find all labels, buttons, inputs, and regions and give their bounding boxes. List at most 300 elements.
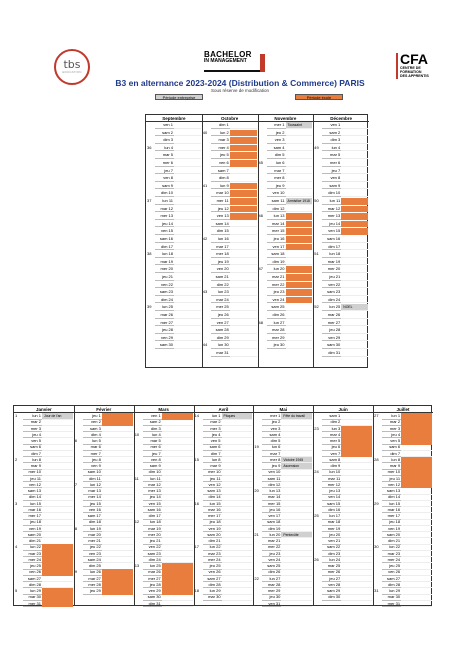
day-label: lun 29 [203, 588, 222, 595]
day-label: mar 27 [83, 576, 102, 583]
day-label: jeu 16 [262, 507, 281, 514]
day-label: lun 27 [262, 576, 281, 583]
day-label: mar 16 [23, 507, 42, 514]
company-day-cell [230, 282, 257, 289]
week-number: 36 [147, 144, 152, 150]
week-number: 41 [202, 182, 208, 188]
day-label: sam 20 [23, 532, 42, 539]
company-day-cell [230, 335, 257, 342]
week-number: 20 [254, 488, 259, 493]
company-day-cell [174, 304, 201, 311]
day-label: mar 4 [322, 432, 341, 439]
holiday-note: Pâques [223, 414, 236, 418]
day-label: sam 13 [382, 488, 401, 495]
legend-school-period: Période école [295, 94, 343, 100]
company-day-cell [230, 289, 257, 296]
day-label: lun 18 [143, 519, 162, 526]
day-label: jeu 19 [211, 259, 230, 266]
school-day-cell [341, 228, 368, 235]
company-day-cell [286, 190, 313, 197]
day-label: mar 10 [211, 190, 230, 197]
day-label: jeu 30 [262, 594, 281, 601]
day-label: lun 8 [23, 457, 42, 464]
day-label: mar 21 [267, 274, 286, 281]
week-number: 40 [202, 129, 208, 135]
company-day-cell [401, 601, 432, 608]
company-day-cell [286, 342, 313, 349]
company-day-cell [341, 168, 368, 175]
day-label: sam 22 [322, 544, 341, 551]
day-label: lun 25 [143, 563, 162, 570]
school-day-cell [230, 152, 257, 159]
day-label: dim 14 [382, 494, 401, 501]
day-label: jeu 11 [203, 476, 222, 483]
company-day-cell [174, 282, 201, 289]
day-label: lun 25 [322, 304, 341, 311]
day-label: dim 26 [267, 312, 286, 319]
company-day-cell [286, 320, 313, 327]
day-label: lun 27 [267, 320, 286, 327]
day-label: sam 11 [262, 476, 281, 483]
school-day-cell [286, 282, 313, 289]
month-header: Janvier [14, 406, 74, 413]
day-label: lun 20 [267, 266, 286, 273]
day-label: mer 3 [382, 426, 401, 433]
day-label: mar 3 [211, 137, 230, 144]
month-header: Mars [134, 406, 194, 413]
day-label: mar 17 [211, 244, 230, 251]
day-label: lun 22 [23, 544, 42, 551]
company-day-cell [341, 236, 368, 243]
day-label: mer 10 [382, 469, 401, 476]
week-number: 37 [147, 198, 152, 203]
company-day-cell [174, 274, 201, 281]
day-label: lun 8 [203, 457, 222, 464]
day-label: lun 4 [322, 145, 341, 152]
company-day-cell [286, 183, 313, 190]
day-label: lun 19 [83, 526, 102, 533]
day-label: ven 24 [267, 297, 286, 304]
company-day-cell [341, 137, 368, 144]
day-label: mar 20 [83, 532, 102, 539]
day-label: jeu 11 [382, 476, 401, 483]
day-label: jeu 25 [203, 563, 222, 570]
day-label: ven 17 [267, 244, 286, 251]
week-number: 52 [314, 304, 319, 310]
company-day-cell [230, 251, 257, 258]
page-subtitle: Sous réserve de modification [210, 88, 270, 93]
day-label: jeu 4 [382, 432, 401, 439]
day-label: sam 16 [155, 236, 174, 243]
company-day-cell [286, 130, 313, 137]
day-label: sam 10 [83, 469, 102, 476]
day-label: mar 13 [83, 488, 102, 495]
day-label: ven 29 [322, 335, 341, 342]
day-label: mer 24 [23, 557, 42, 564]
day-label: ven 15 [322, 228, 341, 235]
day-label: sam 17 [83, 513, 102, 520]
week-number: 23 [314, 425, 319, 431]
day-label: mar 5 [322, 152, 341, 159]
day-label: sam 24 [83, 557, 102, 564]
school-day-cell [286, 289, 313, 296]
day-label: mer 14 [83, 494, 102, 501]
company-day-cell [341, 335, 368, 342]
day-label: mar 25 [322, 563, 341, 570]
day-label: mar 30 [23, 594, 42, 601]
day-label: jeu 18 [203, 519, 222, 526]
month-header: Décembre [313, 115, 369, 122]
company-day-cell [341, 244, 368, 251]
day-label: jeu 18 [382, 519, 401, 526]
company-day-cell [341, 152, 368, 159]
day-label: jeu 22 [83, 544, 102, 551]
company-day-cell [174, 175, 201, 182]
day-label: lun 13 [262, 488, 281, 495]
day-label: mer 22 [267, 282, 286, 289]
day-label: lun 24 [322, 557, 341, 564]
cfa-logo-sub2: FORMATION [400, 70, 422, 74]
day-label: sam 2 [155, 130, 174, 137]
day-label: mer 20 [155, 266, 174, 273]
day-label: ven 15 [143, 501, 162, 508]
day-label: jeu 13 [322, 488, 341, 495]
day-label: dim 7 [23, 451, 42, 458]
company-day-cell [286, 251, 313, 258]
company-day-cell [286, 145, 313, 152]
school-day-cell [230, 145, 257, 152]
company-day-cell [341, 289, 368, 296]
day-label: jeu 7 [155, 168, 174, 175]
day-label: lun 9 [211, 183, 230, 190]
week-number: 46 [258, 213, 263, 219]
day-label: sam 9 [143, 463, 162, 470]
day-label: sam 16 [322, 236, 341, 243]
day-label: dim 7 [203, 451, 222, 458]
day-label: jeu 23 [267, 289, 286, 296]
company-day-cell [174, 198, 201, 205]
day-label: mar 16 [203, 507, 222, 514]
day-label: ven 27 [211, 320, 230, 327]
company-day-cell [341, 145, 368, 152]
week-number: 4 [15, 544, 18, 550]
school-day-cell [341, 206, 368, 213]
day-label: dim 22 [211, 282, 230, 289]
company-day-cell [174, 183, 201, 190]
day-label: lun 22 [203, 544, 222, 551]
holiday-note: Toussaint [287, 123, 302, 127]
day-label: lun 17 [322, 513, 341, 520]
day-label: lun 4 [143, 432, 162, 439]
week-number: 29 [374, 500, 379, 506]
company-day-cell [341, 327, 368, 334]
day-label: jeu 30 [267, 342, 286, 349]
day-label: sam 23 [155, 289, 174, 296]
day-label: dim 14 [203, 494, 222, 501]
company-day-cell [174, 190, 201, 197]
company-day-cell [286, 206, 313, 213]
day-label: ven 29 [143, 588, 162, 595]
day-label: sam 27 [23, 576, 42, 583]
week-number: 11 [134, 475, 139, 481]
company-day-cell [174, 335, 201, 342]
day-label: lun 11 [322, 198, 341, 205]
school-day-cell [286, 236, 313, 243]
day-label: ven 13 [211, 213, 230, 220]
company-day-cell [174, 152, 201, 159]
day-label: jeu 7 [143, 451, 162, 458]
company-day-cell [174, 145, 201, 152]
week-number: 24 [314, 469, 319, 475]
day-label: mer 31 [382, 601, 401, 608]
company-day-cell [230, 312, 257, 319]
day-label: dim 24 [143, 557, 162, 564]
week-number: 19 [254, 444, 259, 450]
day-label: ven 5 [382, 438, 401, 445]
day-label: mar 26 [155, 312, 174, 319]
day-label: lun 29 [382, 588, 401, 595]
week-number: 9 [74, 569, 78, 575]
week-number: 3 [15, 500, 18, 506]
page-title: B3 en alternance 2023-2024 (Distribution & Commerce) PARIS [115, 78, 365, 88]
day-label: ven 22 [155, 282, 174, 289]
day-label: mer 6 [322, 160, 341, 167]
company-day-cell [230, 320, 257, 327]
week-number: 15 [194, 456, 199, 462]
day-label: ven 5 [203, 438, 222, 445]
day-label: ven 8 [322, 175, 341, 182]
day-label: sam 6 [382, 444, 401, 451]
day-label: mer 17 [203, 513, 222, 520]
calendar-bottom [13, 405, 432, 606]
week-number: 44 [202, 342, 208, 348]
day-label: sam 30 [155, 342, 174, 349]
day-label: sam 29 [322, 588, 341, 595]
day-label: mar 16 [382, 507, 401, 514]
day-label: jeu 27 [322, 576, 341, 583]
day-label: mar 2 [23, 419, 42, 426]
day-label: jeu 12 [211, 206, 230, 213]
week-number: 43 [202, 289, 208, 295]
company-day-cell [286, 137, 313, 144]
day-label: jeu 2 [267, 130, 286, 137]
day-label: mer 13 [322, 213, 341, 220]
day-label: sam 14 [211, 221, 230, 228]
day-label: ven 21 [322, 538, 341, 545]
school-day-cell [230, 137, 257, 144]
week-number: 27 [374, 413, 379, 418]
day-label: mar 23 [382, 551, 401, 558]
day-label: dim 12 [262, 482, 281, 489]
day-label: mer 6 [155, 160, 174, 167]
day-label: sam 27 [203, 576, 222, 583]
day-label: lun 29 [23, 588, 42, 595]
school-day-cell [230, 198, 257, 205]
company-day-cell [174, 244, 201, 251]
day-label: jeu 9 [262, 463, 281, 470]
tbs-logo-subtext: EDUCATION [62, 70, 82, 74]
day-label: mar 30 [382, 594, 401, 601]
month-header: Juin [313, 406, 373, 413]
day-label: ven 16 [83, 507, 102, 514]
day-label: dim 31 [322, 350, 341, 357]
day-label: mer 17 [23, 513, 42, 520]
day-label: dim 26 [262, 569, 281, 576]
day-label: lun 6 [267, 160, 286, 167]
day-label: jeu 15 [83, 501, 102, 508]
day-label: mar 28 [267, 327, 286, 334]
day-label: jeu 21 [143, 538, 162, 545]
day-label: mer 28 [83, 582, 102, 589]
day-label: mar 9 [203, 463, 222, 470]
company-day-cell [174, 168, 201, 175]
day-label: lun 1 [203, 413, 222, 420]
holiday-note: Jour de l'an [44, 414, 62, 418]
day-label: sam 13 [23, 488, 42, 495]
day-label: jeu 11 [23, 476, 42, 483]
day-label: sam 2 [322, 130, 341, 137]
day-label: dim 11 [83, 476, 102, 483]
company-day-cell [341, 251, 368, 258]
school-day-cell [341, 198, 368, 205]
day-label: dim 31 [143, 601, 162, 608]
company-day-cell [174, 130, 201, 137]
day-label: mar 9 [23, 463, 42, 470]
day-label: mar 12 [143, 482, 162, 489]
week-number: 22 [254, 575, 259, 581]
day-label: jeu 28 [155, 327, 174, 334]
school-day-cell [341, 221, 368, 228]
day-label: mer 8 [267, 175, 286, 182]
day-label: lun 13 [267, 213, 286, 220]
company-day-cell [286, 152, 313, 159]
day-label: jeu 28 [322, 327, 341, 334]
day-label: mar 31 [211, 350, 230, 357]
week-number: 18 [194, 588, 199, 593]
day-label: mar 23 [23, 551, 42, 558]
day-label: jeu 26 [211, 312, 230, 319]
day-label: mer 29 [267, 335, 286, 342]
company-day-cell [341, 160, 368, 167]
day-label: mer 24 [203, 557, 222, 564]
week-number: 16 [194, 500, 199, 506]
day-label: dim 30 [322, 594, 341, 601]
week-number: 12 [134, 519, 140, 525]
day-label: ven 1 [155, 122, 174, 129]
day-label: lun 10 [322, 469, 341, 476]
company-day-cell [174, 251, 201, 258]
school-day-cell [230, 213, 257, 220]
day-label: ven 12 [382, 482, 401, 489]
day-label: jeu 21 [322, 274, 341, 281]
company-day-cell [286, 327, 313, 334]
day-label: dim 17 [155, 244, 174, 251]
day-label: sam 25 [262, 563, 281, 570]
company-day-cell [174, 320, 201, 327]
day-label: dim 28 [23, 582, 42, 589]
day-label: lun 6 [262, 444, 281, 451]
day-label: dim 18 [83, 519, 102, 526]
day-label: lun 23 [211, 289, 230, 296]
day-label: lun 26 [83, 569, 102, 576]
day-label: lun 5 [83, 438, 102, 445]
day-label: sam 21 [211, 274, 230, 281]
company-day-cell [341, 175, 368, 182]
week-number: 31 [374, 588, 379, 593]
company-day-cell [230, 122, 257, 129]
day-label: dim 12 [267, 206, 286, 213]
company-day-cell [230, 274, 257, 281]
day-label: ven 17 [262, 513, 281, 520]
company-day-cell [230, 342, 257, 349]
week-number: 42 [202, 236, 208, 241]
month-header: Novembre [258, 115, 314, 122]
calendar-top [145, 114, 368, 368]
day-label: ven 8 [143, 457, 162, 464]
day-label: ven 10 [267, 190, 286, 197]
day-label: ven 14 [322, 494, 341, 501]
day-label: ven 28 [322, 582, 341, 589]
day-label: jeu 20 [322, 532, 341, 539]
day-label: mar 7 [267, 168, 286, 175]
holiday-note: Pentecôte [283, 532, 299, 537]
day-label: ven 1 [322, 122, 341, 129]
day-label: mar 18 [322, 519, 341, 526]
day-label: jeu 25 [23, 563, 42, 570]
week-number: 28 [374, 456, 379, 462]
day-label: mer 15 [262, 501, 281, 508]
week-number: 25 [314, 513, 319, 518]
day-label: lun 20 [262, 532, 281, 539]
day-label: jeu 25 [382, 563, 401, 570]
cfa-logo-main: CFA [400, 51, 428, 67]
day-label: mar 24 [211, 297, 230, 304]
day-label: mar 5 [155, 152, 174, 159]
day-label: jeu 14 [143, 494, 162, 501]
school-day-cell [42, 601, 73, 608]
company-day-cell [174, 266, 201, 273]
company-day-cell [174, 228, 201, 235]
week-number: 17 [194, 544, 199, 550]
day-label: mer 3 [23, 426, 42, 433]
day-label: dim 24 [155, 297, 174, 304]
day-label: ven 19 [23, 526, 42, 533]
day-label: dim 21 [23, 538, 42, 545]
company-day-cell [341, 130, 368, 137]
day-label: mar 19 [143, 526, 162, 533]
day-label: mer 20 [143, 532, 162, 539]
company-day-cell [174, 236, 201, 243]
company-day-cell [286, 304, 313, 311]
day-label: sam 20 [203, 532, 222, 539]
day-label: lun 30 [211, 342, 230, 349]
company-day-cell [222, 594, 253, 601]
company-day-cell [174, 122, 201, 129]
day-label: lun 15 [382, 501, 401, 508]
day-label: dim 10 [322, 190, 341, 197]
week-number: 49 [314, 144, 319, 150]
day-label: ven 12 [203, 482, 222, 489]
day-label: ven 2 [83, 419, 102, 426]
day-label: ven 24 [262, 557, 281, 564]
day-label: dim 3 [155, 137, 174, 144]
day-label: lun 1 [382, 413, 401, 420]
day-label: sam 18 [262, 519, 281, 526]
company-day-cell [286, 335, 313, 342]
day-label: ven 31 [262, 601, 281, 608]
holiday-note: Fête du travail [283, 414, 305, 418]
day-label: sam 13 [203, 488, 222, 495]
